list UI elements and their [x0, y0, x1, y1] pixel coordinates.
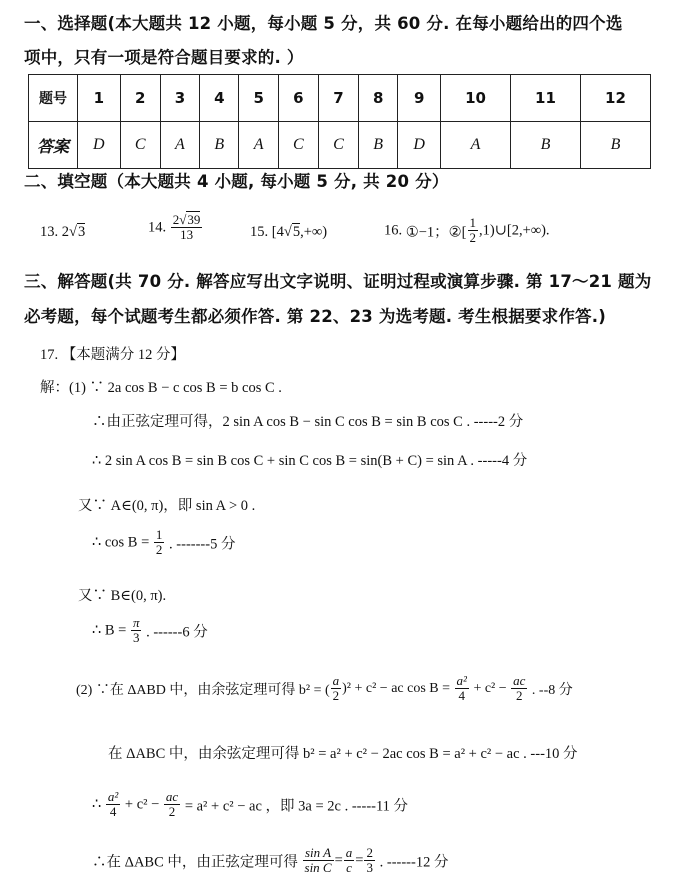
q15-answer: 15. [4√5,+∞): [250, 224, 328, 240]
l10-pre: ∴: [92, 796, 102, 813]
l8-post: . --8 分: [531, 682, 573, 698]
solution-line-6: 又∵ B∈(0, π).: [78, 588, 167, 604]
l5-den: 2: [155, 542, 163, 558]
l10-f1-num: a²: [107, 789, 119, 804]
l8-f1-num: a: [332, 673, 340, 688]
l11-post: . ------12 分: [379, 854, 449, 871]
l11-frac1: [303, 846, 334, 876]
l10-f2-num: ac: [165, 789, 179, 804]
l7-pre: ∴ B =: [92, 622, 127, 639]
question-number: 9: [398, 75, 441, 122]
q14-num-radicand: 39: [187, 212, 201, 227]
l7-post: . ------6 分: [146, 624, 208, 641]
answer-cell: B: [580, 122, 650, 169]
l8-f3-den: 2: [516, 688, 523, 704]
q17-header: 17. 【本题满分 12 分】: [40, 347, 185, 363]
question-number: 12: [580, 75, 650, 122]
solution-line-2: ∴由正弦定理可得，2 sin A cos B − sin C cos B = sin B cos C . -----2 分: [92, 414, 524, 430]
q13-radicand: 3: [77, 224, 86, 240]
answer-cell: B: [358, 122, 397, 169]
answer-cell: A: [160, 122, 199, 169]
l11-f2-num: a: [345, 845, 353, 860]
l8-frac3: [511, 674, 527, 704]
l8-pre: (2) ∵在 ΔABD 中，由余弦定理可得 b² = (: [76, 682, 330, 698]
answer-table: [28, 74, 651, 169]
section2-title: 二、填空题（本大题共 4 小题, 每小题 5 分, 共 20 分）: [24, 172, 449, 191]
l8-frac2: [455, 674, 469, 704]
header-label: 题号: [29, 75, 78, 122]
l11-f1-num: sin A: [303, 846, 334, 861]
q15-radicand: 5: [292, 224, 301, 240]
l8-f1-den: 2: [332, 688, 340, 704]
answer-cell: A: [441, 122, 511, 169]
q14-denominator: 13: [180, 227, 194, 243]
l10-post: = a² + c² − ac ，即 3a = 2c . -----11 分: [184, 798, 409, 815]
l11-frac3: [364, 846, 375, 876]
q16-answer: [384, 216, 550, 246]
solution-line-3: ∴ 2 sin A cos B = sin B cos C + sin C cos B = sin(B + C) = sin A . -----4 分: [92, 453, 528, 469]
question-number: 11: [511, 75, 581, 122]
solution-line-11: [92, 846, 448, 876]
q13-coef: 2: [61, 224, 69, 240]
solution-line-9: 在 ΔABC 中，由余弦定理可得 b² = a² + c² − 2ac cos B = a² + c² − ac . ---10 分: [108, 746, 578, 762]
l11-frac2: [344, 846, 355, 876]
q16-frac-num: 1: [469, 215, 477, 230]
q14-label: 14.: [148, 219, 167, 236]
l11-f1-den: sin C: [304, 860, 332, 876]
answer-cell: B: [200, 122, 239, 169]
q15-label: 15.: [250, 224, 269, 240]
q16-part2: ,1)∪[2,+∞).: [479, 222, 550, 239]
l10-frac1: [106, 790, 120, 820]
l8-f3-num: ac: [513, 673, 526, 688]
section3-title-line2: 必考题，每个试题考生都必须作答. 第 22、23 为选考题. 考生根据要求作答.): [24, 307, 606, 326]
q14-num-coef: 2: [172, 212, 180, 227]
answer-label: 答案: [29, 122, 78, 169]
section1-title-line1: 一、选择题(本大题共 12 小题，每小题 5 分，共 60 分. 在每小题给出的四个选: [24, 14, 623, 33]
l7-fraction: [131, 616, 142, 646]
question-number: 8: [358, 75, 397, 122]
q16-part1: ①−1；②[: [405, 224, 467, 241]
solution-line-1: 解：(1) ∵ 2a cos B − c cos B = b cos C .: [40, 380, 282, 396]
solution-line-7: [92, 616, 208, 646]
question-number: 5: [239, 75, 278, 122]
answer-cell: C: [278, 122, 318, 169]
l8-mid: )² + c² − ac cos B =: [342, 680, 451, 696]
l11-eq2: =: [355, 852, 364, 869]
l8-f2-den: 4: [458, 688, 465, 704]
l10-f1-den: 4: [109, 804, 117, 820]
answer-cell: B: [511, 122, 581, 169]
solution-line-8: [76, 674, 573, 704]
question-number: 3: [160, 75, 199, 122]
answer-cell: D: [398, 122, 441, 169]
answer-cell: D: [78, 122, 121, 169]
answer-cell: C: [120, 122, 160, 169]
solution-line-4: 又∵ A∈(0, π)，即 sin A > 0 .: [78, 498, 256, 514]
l11-f3-den: 3: [366, 860, 373, 876]
l11-f3-num: 2: [366, 845, 373, 860]
solution-line-10: [92, 790, 408, 820]
question-number: 6: [278, 75, 318, 122]
l5-num: 1: [155, 527, 163, 542]
l11-eq1: =: [334, 852, 343, 869]
table-row-answers: [29, 122, 651, 169]
l5-post: . -------5 分: [169, 536, 236, 553]
l7-den: 3: [132, 630, 140, 646]
l10-mid: + c² −: [124, 796, 160, 813]
question-number: 4: [200, 75, 239, 122]
l11-f2-den: c: [346, 860, 352, 876]
l11-pre: ∴在 ΔABC 中，由正弦定理可得: [92, 854, 298, 871]
section1-title-line2: 项中，只有一项是符合题目要求的. ）: [24, 48, 304, 67]
l8-f2-num: a²: [456, 673, 467, 688]
l5-pre: ∴ cos B =: [92, 534, 150, 551]
question-number: 2: [120, 75, 160, 122]
l8-frac1: [331, 674, 342, 704]
q13-label: 13.: [40, 224, 59, 240]
q16-label: 16.: [384, 222, 403, 239]
q15-close: ,+∞): [300, 224, 328, 240]
question-number: 10: [441, 75, 511, 122]
section3-title-line1: 三、解答题(共 70 分. 解答应写出文字说明、证明过程或演算步骤. 第 17～21 题为: [24, 272, 652, 291]
q13-answer: 13. 2√3: [40, 224, 86, 240]
q15-open: [4: [271, 224, 284, 240]
l5-fraction: [154, 528, 165, 558]
l8-mid2: + c² −: [473, 680, 507, 696]
q14-answer: [148, 213, 203, 243]
l10-frac2: [164, 790, 180, 820]
l7-num: π: [132, 615, 140, 630]
answer-cell: A: [239, 122, 278, 169]
q16-frac-den: 2: [469, 230, 477, 246]
answer-cell: C: [318, 122, 358, 169]
q16-fraction: [468, 216, 479, 246]
q14-fraction: $\frac{2√39}{13}$: [172, 212, 201, 243]
question-number: 7: [318, 75, 358, 122]
question-number: 1: [78, 75, 121, 122]
l10-f2-den: 2: [168, 804, 176, 820]
table-row-numbers: [29, 75, 651, 122]
solution-line-5: [92, 528, 235, 558]
